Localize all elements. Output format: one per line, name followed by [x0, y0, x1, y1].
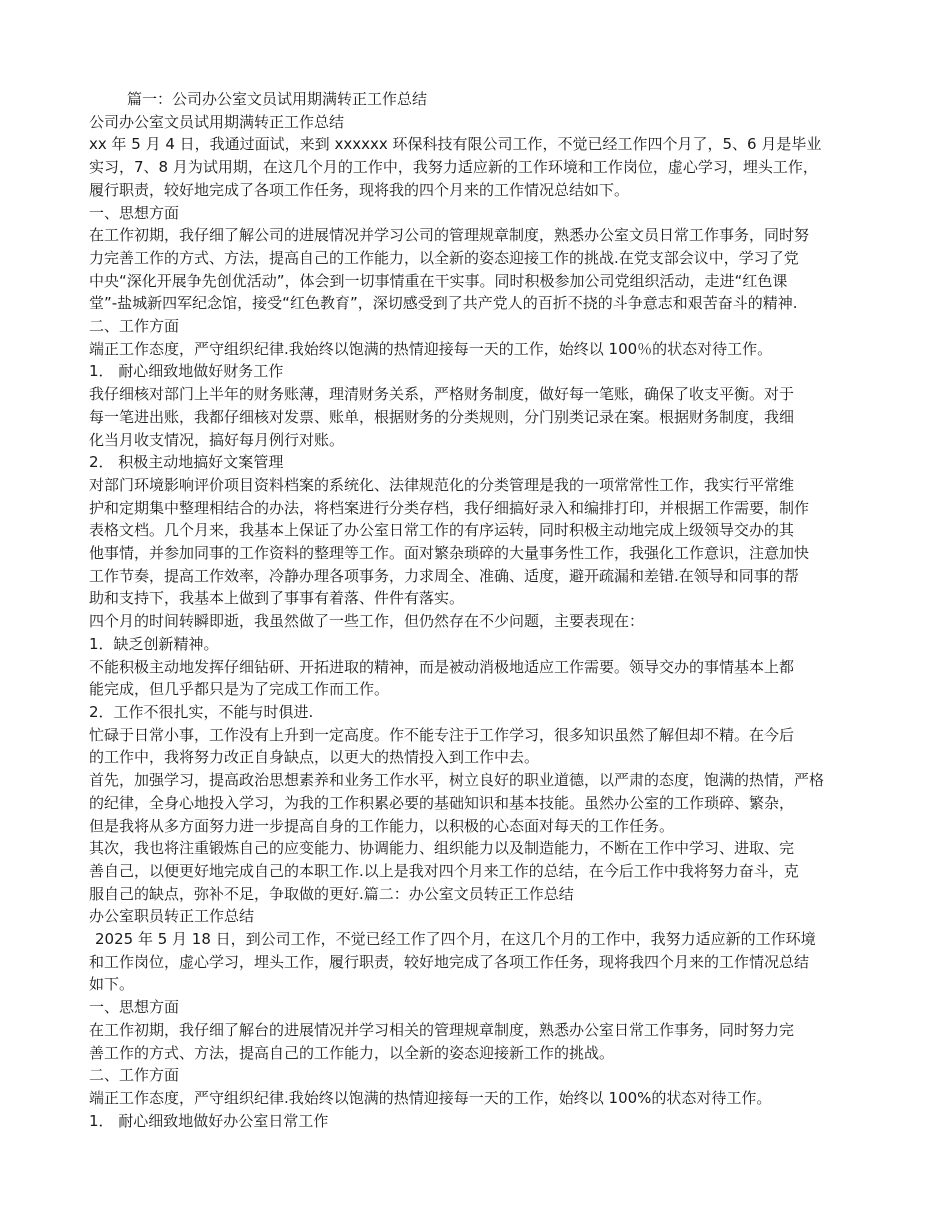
- paragraph-line: 堂”-盐城新四军纪念馆，接受“红色教育”，深切感受到了共产党人的百折不挠的斗争意志和艰苦奋斗的精神.: [89, 294, 798, 313]
- paragraph-line: 他事情，并参加同事的工作资料的整理等工作。面对繁杂琐碎的大量事务性工作，我强化工作意识，注意加快: [89, 544, 810, 563]
- document-title: 办公室职员转正工作总结: [89, 907, 255, 926]
- list-heading: 1．缺乏创新精神。: [89, 634, 219, 653]
- paragraph-line: 的工作中，我将努力改正自身缺点，以更大的热情投入到工作中去。: [89, 748, 540, 767]
- paragraph-line: 履行职责，较好地完成了各项工作任务，现将我的四个月来的工作情况总结如下。: [89, 180, 630, 199]
- list-heading: 1． 耐心细致地做好办公室日常工作: [89, 1111, 329, 1130]
- document-title: 公司办公室文员试用期满转正工作总结: [89, 112, 345, 131]
- paragraph-line: 在工作初期，我仔细了解台的进展情况并学习相关的管理规章制度，熟悉办公室日常工作事务，同时努力完: [89, 1020, 795, 1039]
- subheading: 一、思想方面: [89, 998, 180, 1017]
- paragraph-line: 和工作岗位，虚心学习，埋头工作，履行职责，较好地完成了各项工作任务，现将我四个月来的工作情况总结: [89, 952, 810, 971]
- paragraph-line: 的纪律，全身心地投入学习，为我的工作积累必要的基础知识和基本技能。虽然办公室的工作琐碎、繁杂，: [89, 793, 795, 812]
- subheading: 一、思想方面: [89, 203, 180, 222]
- paragraph-line: 工作节奏，提高工作效率，冷静办理各项事务，力求周全、准确、适度，避开疏漏和差错.在领导和同事的帮: [89, 566, 799, 585]
- paragraph-line: 我仔细核对部门上半年的财务账薄，理清财务关系，严格财务制度，做好每一笔账，确保了收支平衡。对于: [89, 385, 795, 404]
- paragraph-line: 其次，我也将注重锻炼自己的应变能力、协调能力、组织能力以及制造能力，不断在工作中学习、进取、完: [89, 839, 795, 858]
- paragraph-line: 护和定期集中整理相结合的办法，将档案进行分类存档，我仔细搞好录入和编排打印，并根据工作需要，制作: [89, 498, 810, 517]
- section-heading: 篇一：公司办公室文员试用期满转正工作总结: [127, 90, 428, 108]
- paragraph-line: 化当月收支情况，搞好每月例行对账。: [89, 430, 345, 449]
- paragraph-line: 端正工作态度，严守组织纪律.我始终以饱满的热情迎接每一天的工作，始终以 100%的状态对待工作。: [89, 1088, 772, 1107]
- paragraph-line: 2025 年 5 月 18 日，到公司工作，不觉已经工作了四个月，在这几个月的工作中，我努力适应新的工作环境: [95, 930, 816, 949]
- paragraph-line: 助和支持下，我基本上做到了事事有着落、件件有落实。: [89, 589, 465, 608]
- paragraph-line: 但是我将从多方面努力进一步提高自身的工作能力，以积极的心态面对每天的工作任务。: [89, 816, 675, 835]
- paragraph-line: 服自己的缺点，弥补不足，争取做的更好.篇二：办公室文员转正工作总结: [89, 884, 574, 903]
- list-heading: 2． 积极主动地搞好文案管理: [89, 453, 284, 472]
- subheading: 二、工作方面: [89, 317, 180, 336]
- paragraph-line: 表格文档。几个月来，我基本上保证了办公室日常工作的有序运转，同时积极主动地完成上级领导交办的其: [89, 521, 795, 540]
- paragraph-line: 能完成，但几乎都只是为了完成工作而工作。: [89, 680, 390, 699]
- paragraph-line: 不能积极主动地发挥仔细钻研、开拓进取的精神，而是被动消极地适应工作需要。领导交办的事情基本上都: [89, 657, 795, 676]
- subheading: 二、工作方面: [89, 1066, 180, 1085]
- paragraph-line: 如下。: [89, 975, 135, 994]
- paragraph-line: 四个月的时间转瞬即逝，我虽然做了一些工作，但仍然存在不少问题，主要表现在：: [89, 612, 645, 631]
- paragraph-line: 善自己，以便更好地完成自己的本职工作.以上是我对四个月来工作的总结，在今后工作中我将努力奋斗，克: [89, 861, 799, 880]
- list-heading: 2．工作不很扎实，不能与时俱进.: [89, 702, 314, 721]
- paragraph-line: 中央“深化开展争先创优活动”，体会到一切事情重在干实事。同时积极参加公司党组织活动，走进“红色课: [89, 271, 788, 290]
- paragraph-line: 力完善工作的方式、方法，提高自己的工作能力，以全新的姿态迎接工作的挑战.在党支部会议中，学习了党: [89, 248, 799, 267]
- paragraph-line: 在工作初期，我仔细了解公司的进展情况并学习公司的管理规章制度，熟悉办公室文员日常工作事务，同时努: [89, 226, 810, 245]
- paragraph-line: 忙碌于日常小事，工作没有上升到一定高度。作不能专注于工作学习，很多知识虽然了解但却不精。在今后: [89, 725, 795, 744]
- paragraph-line: 善工作的方式、方法，提高自己的工作能力，以全新的姿态迎接新工作的挑战。: [89, 1043, 615, 1062]
- paragraph-line: 每一笔进出账，我都仔细核对发票、账单，根据财务的分类规则，分门别类记录在案。根据财务制度，我细: [89, 407, 795, 426]
- paragraph-line: 实习，7、8 月为试用期，在这几个月的工作中，我努力适应新的工作环境和工作岗位，虚心学习，埋头工作，: [89, 158, 818, 177]
- paragraph-line: 首先，加强学习，提高政治思想素养和业务工作水平，树立良好的职业道德，以严肃的态度，饱满的热情，严格: [89, 771, 825, 790]
- paragraph-line: 对部门环境影响评价项目资料档案的系统化、法律规范化的分类管理是我的一项常常性工作，我实行平常维: [89, 475, 795, 494]
- paragraph-line: xx 年 5 月 4 日，我通过面试，来到 xxxxxx 环保科技有限公司工作，不觉已经工作四个月了，5、6 月是毕业: [89, 135, 822, 154]
- paragraph-line: 端正工作态度，严守组织纪律.我始终以饱满的热情迎接每一天的工作，始终以 100％的状态对待工作。: [89, 339, 773, 358]
- list-heading: 1． 耐心细致地做好财务工作: [89, 362, 284, 381]
